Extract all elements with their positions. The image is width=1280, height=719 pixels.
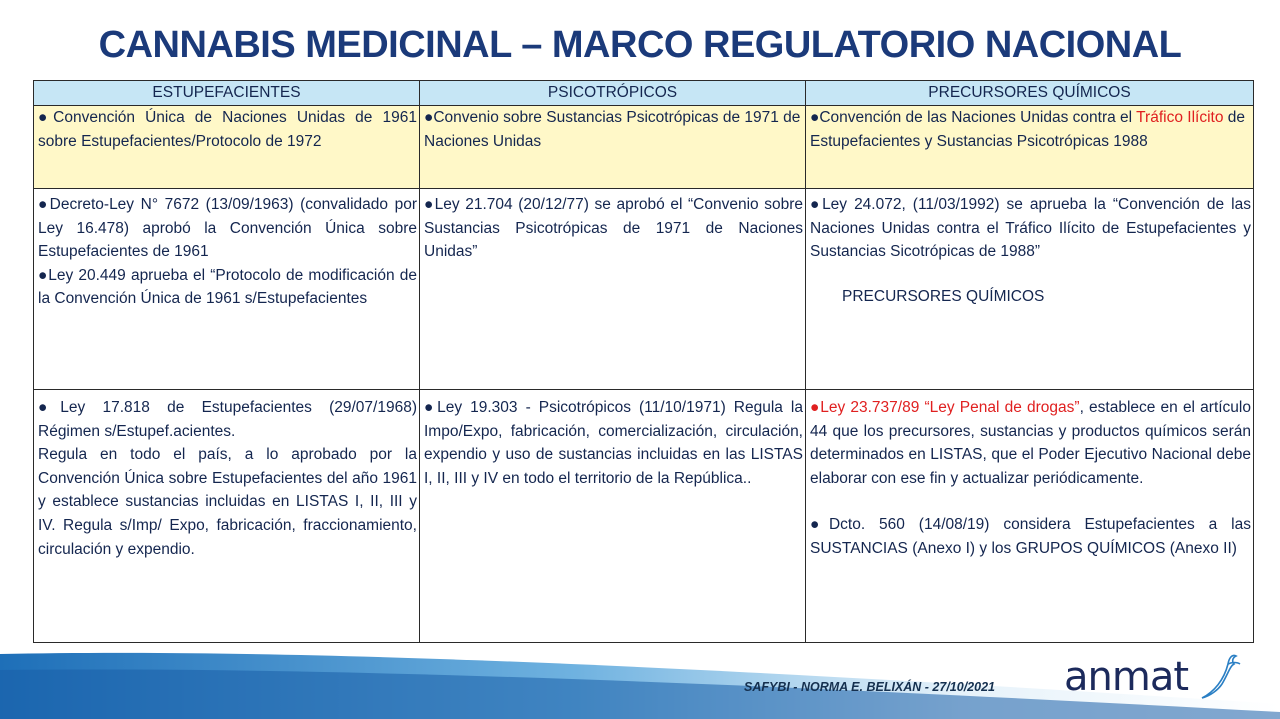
bird-icon [1198,652,1242,702]
cell-text: ●Dcto. 560 (14/08/19) considera Estupefacientes a las SUSTANCIAS (Anexo I) y los GRUPOS QUÍMICOS (Anexo II) [810,516,1251,557]
header-precursores: PRECURSORES QUÍMICOS [806,81,1254,106]
logo-text: anmat [1064,654,1189,700]
cell-psicotropicos-convention [420,106,806,189]
cell-text: ●Ley 17.818 de Estupefacientes (29/07/1968) Régimen s/Estupef.acientes. [38,399,417,440]
cell-text: ●Ley 20.449 aprueba el “Protocolo de modificación de la Convención Única de 1961 s/Estupefacientes [38,266,417,308]
cell-text: ●Ley 19.303 - Psicotrópicos (11/10/1971) Regula la Impo/Expo, fabricación, comercialización, circulación, expendio y uso de sustancias incluidas en las LISTAS I, II, III y IV en todo el territorio de la República.. [424,399,803,487]
header-psicotropicos: PSICOTRÓPICOS [420,81,806,106]
cell-estupefacientes-national [34,390,420,643]
regulatory-table [33,80,1254,643]
header-estupefacientes: ESTUPEFACIENTES [34,81,420,106]
page-title: CANNABIS MEDICINAL – MARCO REGULATORIO NACIONAL [98,24,1182,66]
precursores-label: PRECURSORES QUÍMICOS [842,287,1045,305]
anmat-logo [1064,654,1244,702]
cell-psicotropicos-laws [420,189,806,390]
cell-text: ●Ley 24.072, (11/03/1992) se aprueba la “Convención de las Naciones Unidas contra el Tráfico Ilícito de Estupefacientes y Sustancias Sicotrópicas de 1988” [810,196,1251,261]
table-row-approval-laws [34,189,1254,390]
cell-text: ●Ley 21.704 (20/12/77) se aprobó el “Convenio sobre Sustancias Psicotrópicas de 1971 de Naciones Unidas” [424,196,803,261]
cell-text: Regula en todo el país, a lo aprobado por la Convención Única sobre Estupefacientes del año 1961 y establece sustancias incluidas en LISTAS I, II, III y IV. Regula s/Imp/ Expo, fabricación, fraccionamiento, circulación y expendio. [38,446,417,558]
cell-precursores-laws [806,189,1254,390]
cell-text: ●Decreto-Ley N° 7672 (13/09/1963) (convalidado por Ley 16.478) aprobó la Convención Única sobre Estupefacientes de 1961 [38,196,417,261]
cell-estupefacientes-convention [34,106,420,189]
cell-text: de Estupefacientes y Sustancias Psicotrópicas 1988 [810,109,1245,150]
table-row-national-laws [34,390,1254,643]
cell-estupefacientes-laws [34,189,420,390]
cell-psicotropicos-national [420,390,806,643]
table-header-row [34,81,1254,106]
cell-precursores-convention [806,106,1254,189]
cell-text: ●Convención de las Naciones Unidas contra el [810,109,1137,126]
highlight-text: ●Ley 23.737/89 “Ley Penal de drogas” [810,399,1080,416]
highlight-text: Tráfico Ilícito [1136,109,1224,126]
table-row-conventions [34,106,1254,189]
cell-text: ●Convención Única de Naciones Unidas de 1961 sobre Estupefacientes/Protocolo de 1972 [38,109,417,150]
cell-precursores-national [806,390,1254,643]
cell-text: , establece en el artículo 44 que los precursores, sustancias y productos químicos serán determinados en LISTAS, que el Poder Ejecutivo Nacional debe elaborar con ese fin y actualizar periódicamente. [810,399,1251,487]
cell-text: ●Convenio sobre Sustancias Psicotrópicas de 1971 de Naciones Unidas [424,109,801,150]
footer-signature: SAFYBI - NORMA E. BELIXÁN - 27/10/2021 [744,680,995,694]
